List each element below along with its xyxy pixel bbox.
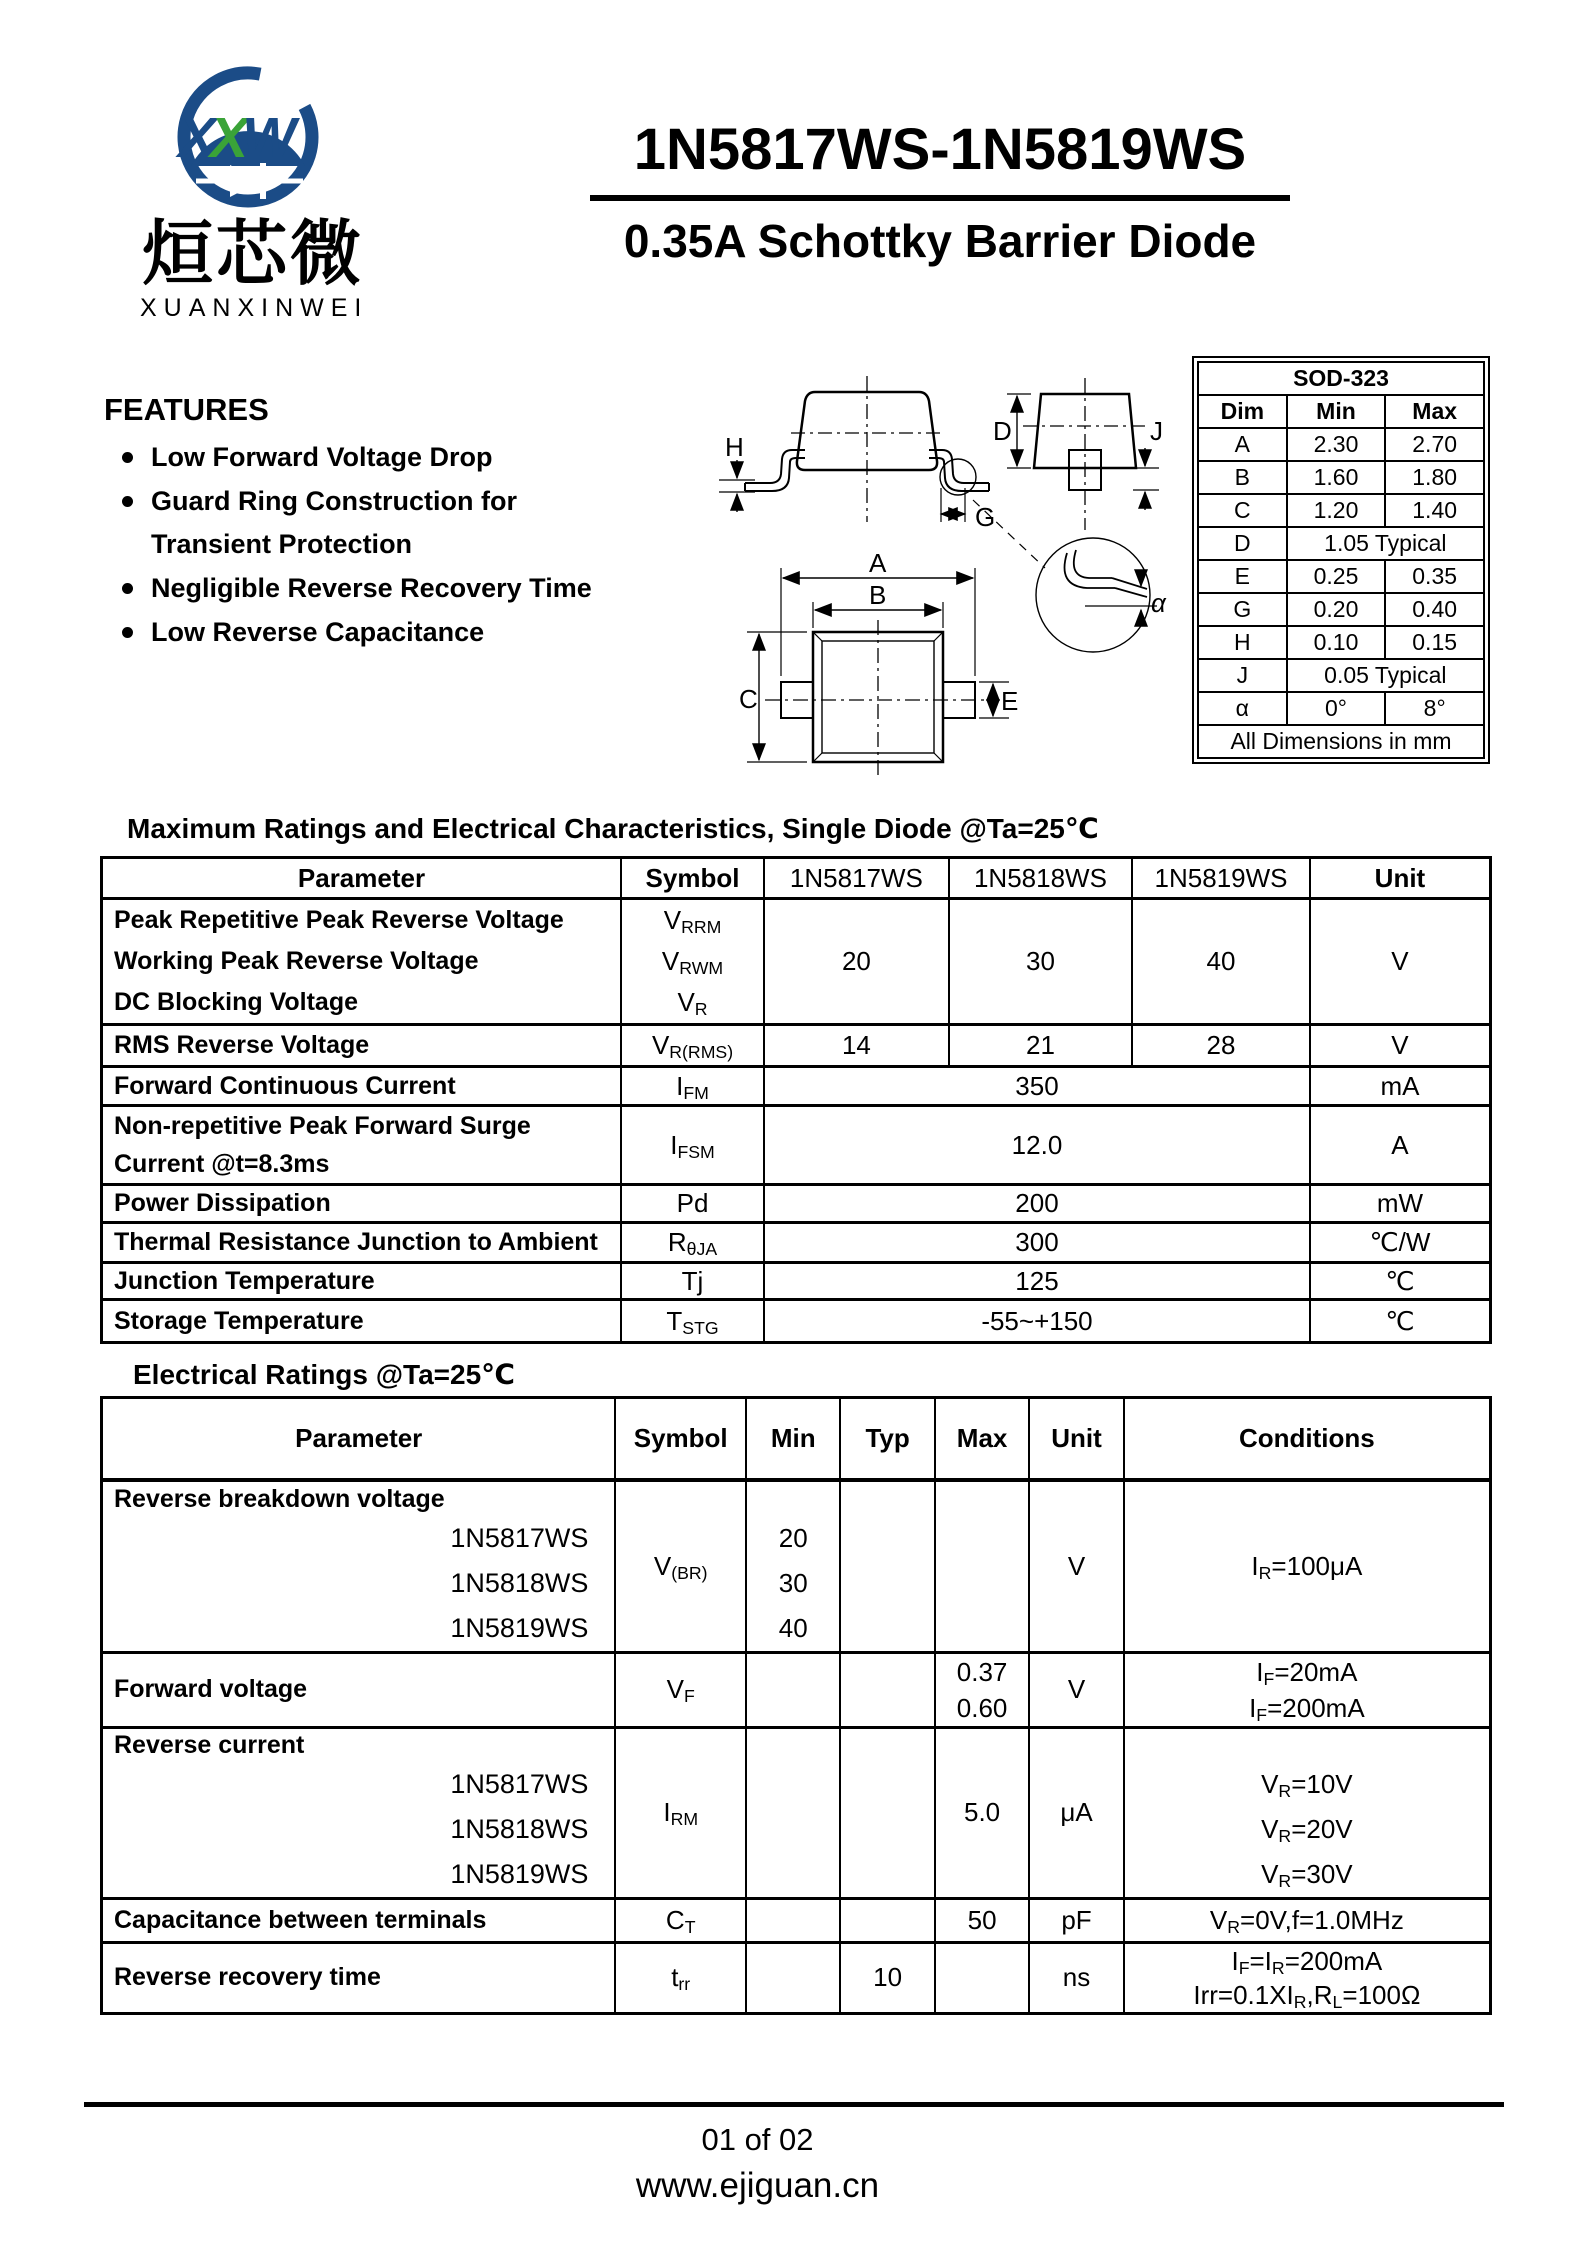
max-cell: [935, 1480, 1029, 1653]
max-cell: 0.37 0.60: [935, 1652, 1029, 1727]
parameter-cell: Reverse current 1N5817WS 1N5818WS 1N5819WS: [102, 1727, 616, 1898]
value-cell: 28: [1132, 1025, 1310, 1067]
col-symbol: Symbol: [621, 858, 764, 899]
conditions-cell: $I_F=I_R=200mA$ $Irr=0.1XI_R,R_L=100\Omega$: [1124, 1942, 1491, 2013]
conditions-cell: $V_R=10V$ $V_R=20V$ $V_R=30V$: [1124, 1727, 1491, 1898]
table-row: [1198, 725, 1484, 758]
symbol-cell: $t_{rr}$: [615, 1942, 746, 2013]
unit-cell: ℃: [1310, 1263, 1491, 1300]
table-row: G 0.20 0.40: [1198, 593, 1484, 626]
col-part-1n5817ws: 1N5817WS: [764, 858, 949, 899]
table-row: [102, 1652, 1491, 1727]
table-row: [102, 1223, 1491, 1263]
list-item: [104, 442, 684, 472]
table-row: [1198, 362, 1484, 395]
table-row: [102, 1727, 1491, 1898]
typ-cell: [840, 1727, 934, 1898]
symbol-cell: $T_{STG}$: [621, 1300, 764, 1343]
max-cell: 50: [935, 1898, 1029, 1942]
title-underline: [590, 195, 1290, 201]
value-cell: 350: [764, 1067, 1310, 1106]
min-cell: [746, 1727, 840, 1898]
unit-cell: ℃: [1310, 1300, 1491, 1343]
unit-cell: V: [1310, 1025, 1491, 1067]
bullet-icon: [122, 496, 133, 507]
min-cell: [746, 1942, 840, 2013]
value-cell: 30: [949, 899, 1132, 1025]
typ-cell: [840, 1652, 934, 1727]
col-unit: Unit: [1310, 858, 1491, 899]
symbol-cell: $V_{R(RMS)}$: [621, 1025, 764, 1067]
logo-emblem-icon: [140, 60, 366, 212]
bullet-icon: [122, 583, 133, 594]
col-max: Max: [1385, 395, 1484, 428]
logo-letters: XXW: [178, 106, 296, 170]
table-row: H 0.10 0.15: [1198, 626, 1484, 659]
table-row: E 0.25 0.35: [1198, 560, 1484, 593]
value-cell: 21: [949, 1025, 1132, 1067]
value-cell: 125: [764, 1263, 1310, 1300]
symbol-cell: $I_{FSM}$: [621, 1106, 764, 1185]
dim-label-c: C: [739, 684, 758, 714]
parameter-cell: Non-repetitive Peak Forward Surge Current @t=8.3ms: [102, 1106, 621, 1185]
dim-label-e: E: [1001, 686, 1019, 716]
table-row: [102, 1942, 1491, 2013]
col-part-1n5818ws: 1N5818WS: [949, 858, 1132, 899]
col-max: Max: [935, 1398, 1029, 1480]
conditions-cell: $I_R=100\mu A$: [1124, 1480, 1491, 1653]
conditions-cell: $I_F=20mA$ $I_F=200mA$: [1124, 1652, 1491, 1727]
table-row: D 1.05 Typical: [1198, 527, 1484, 560]
symbol-cell: $I_{FM}$: [621, 1067, 764, 1106]
dim-label-h: H: [725, 432, 744, 462]
col-parameter: Parameter: [102, 1398, 616, 1480]
dim-label-a: A: [869, 548, 887, 578]
min-cell: 20 30 40: [746, 1480, 840, 1653]
parameter-cell: Reverse recovery time: [102, 1942, 616, 2013]
table-row: J 0.05 Typical: [1198, 659, 1484, 692]
table-row: A 2.30 2.70: [1198, 428, 1484, 461]
table-row: [102, 1300, 1491, 1343]
table-row: B 1.60 1.80: [1198, 461, 1484, 494]
table-row: α 0° 8°: [1198, 692, 1484, 725]
table-row: [102, 899, 1491, 1025]
unit-cell: μA: [1029, 1727, 1123, 1898]
max-ratings-section-title: Maximum Ratings and Electrical Characteristics, Single Diode @Ta=25℃: [127, 813, 1099, 844]
max-cell: 5.0: [935, 1727, 1029, 1898]
unit-cell: V: [1029, 1652, 1123, 1727]
unit-cell: V: [1310, 899, 1491, 1025]
table-row: [102, 1067, 1491, 1106]
value-cell: 40: [1132, 899, 1310, 1025]
table-row: [102, 1263, 1491, 1300]
value-cell: -55~+150: [764, 1300, 1310, 1343]
unit-cell: mA: [1310, 1067, 1491, 1106]
feature-text: Negligible Reverse Recovery Time: [151, 573, 592, 603]
dims-footnote: All Dimensions in mm: [1198, 725, 1484, 758]
electrical-ratings-table: [100, 1396, 1492, 2015]
title-block: [560, 116, 1320, 268]
feature-text: Low Forward Voltage Drop: [151, 442, 493, 472]
unit-cell: ns: [1029, 1942, 1123, 2013]
company-logo: [140, 60, 369, 322]
symbol-cell: $I_{RM}$: [615, 1727, 746, 1898]
col-min: Min: [1287, 395, 1386, 428]
table-row: [102, 1185, 1491, 1223]
typ-cell: [840, 1480, 934, 1653]
feature-text: Guard Ring Construction for: [151, 486, 517, 516]
symbol-cell: Pd: [621, 1185, 764, 1223]
symbol-cell: $V_{RRM}$ $V_{RWM}$ $V_R$: [621, 899, 764, 1025]
min-cell: [746, 1898, 840, 1942]
parameter-cell: Reverse breakdown voltage 1N5817WS 1N5818WS 1N5819WS: [102, 1480, 616, 1653]
symbol-cell: Tj: [621, 1263, 764, 1300]
col-part-1n5819ws: 1N5819WS: [1132, 858, 1310, 899]
value-cell: 300: [764, 1223, 1310, 1263]
page-title: 1N5817WS-1N5819WS: [633, 117, 1247, 182]
table-header-row: [1198, 395, 1484, 428]
dim-label-d: D: [993, 416, 1012, 446]
table-row: [102, 1480, 1491, 1653]
package-name: SOD-323: [1198, 362, 1484, 395]
col-min: Min: [746, 1398, 840, 1480]
electrical-ratings-section-title: Electrical Ratings @Ta=25℃: [133, 1359, 516, 1390]
value-cell: 200: [764, 1185, 1310, 1223]
min-cell: [746, 1652, 840, 1727]
parameter-cell: Forward Continuous Current: [102, 1067, 621, 1106]
list-item: [104, 573, 684, 603]
table-row: [102, 1025, 1491, 1067]
parameter-cell: Peak Repetitive Peak Reverse Voltage Working Peak Reverse Voltage DC Blocking Voltage: [102, 899, 621, 1025]
list-item: [104, 617, 684, 647]
typ-cell: [840, 1898, 934, 1942]
features-section: [104, 392, 684, 647]
conditions-cell: $V_R=0V,f=1.0MHz$: [1124, 1898, 1491, 1942]
page-number: 01 of 02: [701, 2122, 814, 2157]
dim-label-b: B: [869, 580, 887, 610]
table-header-row: [102, 858, 1491, 899]
typ-cell: 10: [840, 1942, 934, 2013]
table-row: [102, 1106, 1491, 1185]
col-parameter: Parameter: [102, 858, 621, 899]
value-cell: 20: [764, 899, 949, 1025]
col-dim: Dim: [1198, 395, 1287, 428]
features-heading: FEATURES: [104, 392, 269, 427]
symbol-cell: $C_T$: [615, 1898, 746, 1942]
unit-cell: ℃/W: [1310, 1223, 1491, 1263]
parameter-cell: Power Dissipation: [102, 1185, 621, 1223]
max-cell: [935, 1942, 1029, 2013]
table-header-row: [102, 1398, 1491, 1480]
table-row: C 1.20 1.40: [1198, 494, 1484, 527]
parameter-cell: Forward voltage: [102, 1652, 616, 1727]
dim-label-j: J: [1150, 416, 1163, 446]
website-link[interactable]: www.ejiguan.cn: [635, 2166, 880, 2205]
dim-label-alpha: α: [1151, 588, 1166, 618]
parameter-cell: RMS Reverse Voltage: [102, 1025, 621, 1067]
col-symbol: Symbol: [615, 1398, 746, 1480]
col-conditions: Conditions: [1124, 1398, 1491, 1480]
max-ratings-table: [100, 856, 1492, 1344]
value-cell: 14: [764, 1025, 949, 1067]
page-footer: [0, 2122, 1515, 2206]
company-name-cn: 烜芯微: [141, 215, 364, 294]
dim-label-g: G: [975, 502, 996, 532]
bullet-icon: [122, 452, 133, 463]
unit-cell: A: [1310, 1106, 1491, 1185]
feature-text: Low Reverse Capacitance: [151, 617, 485, 647]
package-outline-drawing: [695, 370, 1195, 785]
parameter-cell: Junction Temperature: [102, 1263, 621, 1300]
symbol-cell: $V_{(BR)}$: [615, 1480, 746, 1653]
table-row: [102, 1898, 1491, 1942]
page-subtitle: 0.35A Schottky Barrier Diode: [623, 215, 1257, 267]
col-unit: Unit: [1029, 1398, 1123, 1480]
parameter-cell: Capacitance between terminals: [102, 1898, 616, 1942]
parameter-cell: Thermal Resistance Junction to Ambient: [102, 1223, 621, 1263]
feature-text: Transient Protection: [151, 529, 413, 559]
list-item: [104, 486, 684, 516]
company-name-en: XUANXINWEI: [140, 294, 369, 322]
unit-cell: V: [1029, 1480, 1123, 1653]
parameter-cell: Storage Temperature: [102, 1300, 621, 1343]
symbol-cell: $R_{\theta JA}$: [621, 1223, 764, 1263]
col-typ: Typ: [840, 1398, 934, 1480]
symbol-cell: $V_F$: [615, 1652, 746, 1727]
bullet-icon: [122, 627, 133, 638]
unit-cell: pF: [1029, 1898, 1123, 1942]
package-dimensions-table: [1192, 356, 1490, 764]
unit-cell: mW: [1310, 1185, 1491, 1223]
value-cell: 12.0: [764, 1106, 1310, 1185]
footer-divider: [84, 2102, 1504, 2107]
